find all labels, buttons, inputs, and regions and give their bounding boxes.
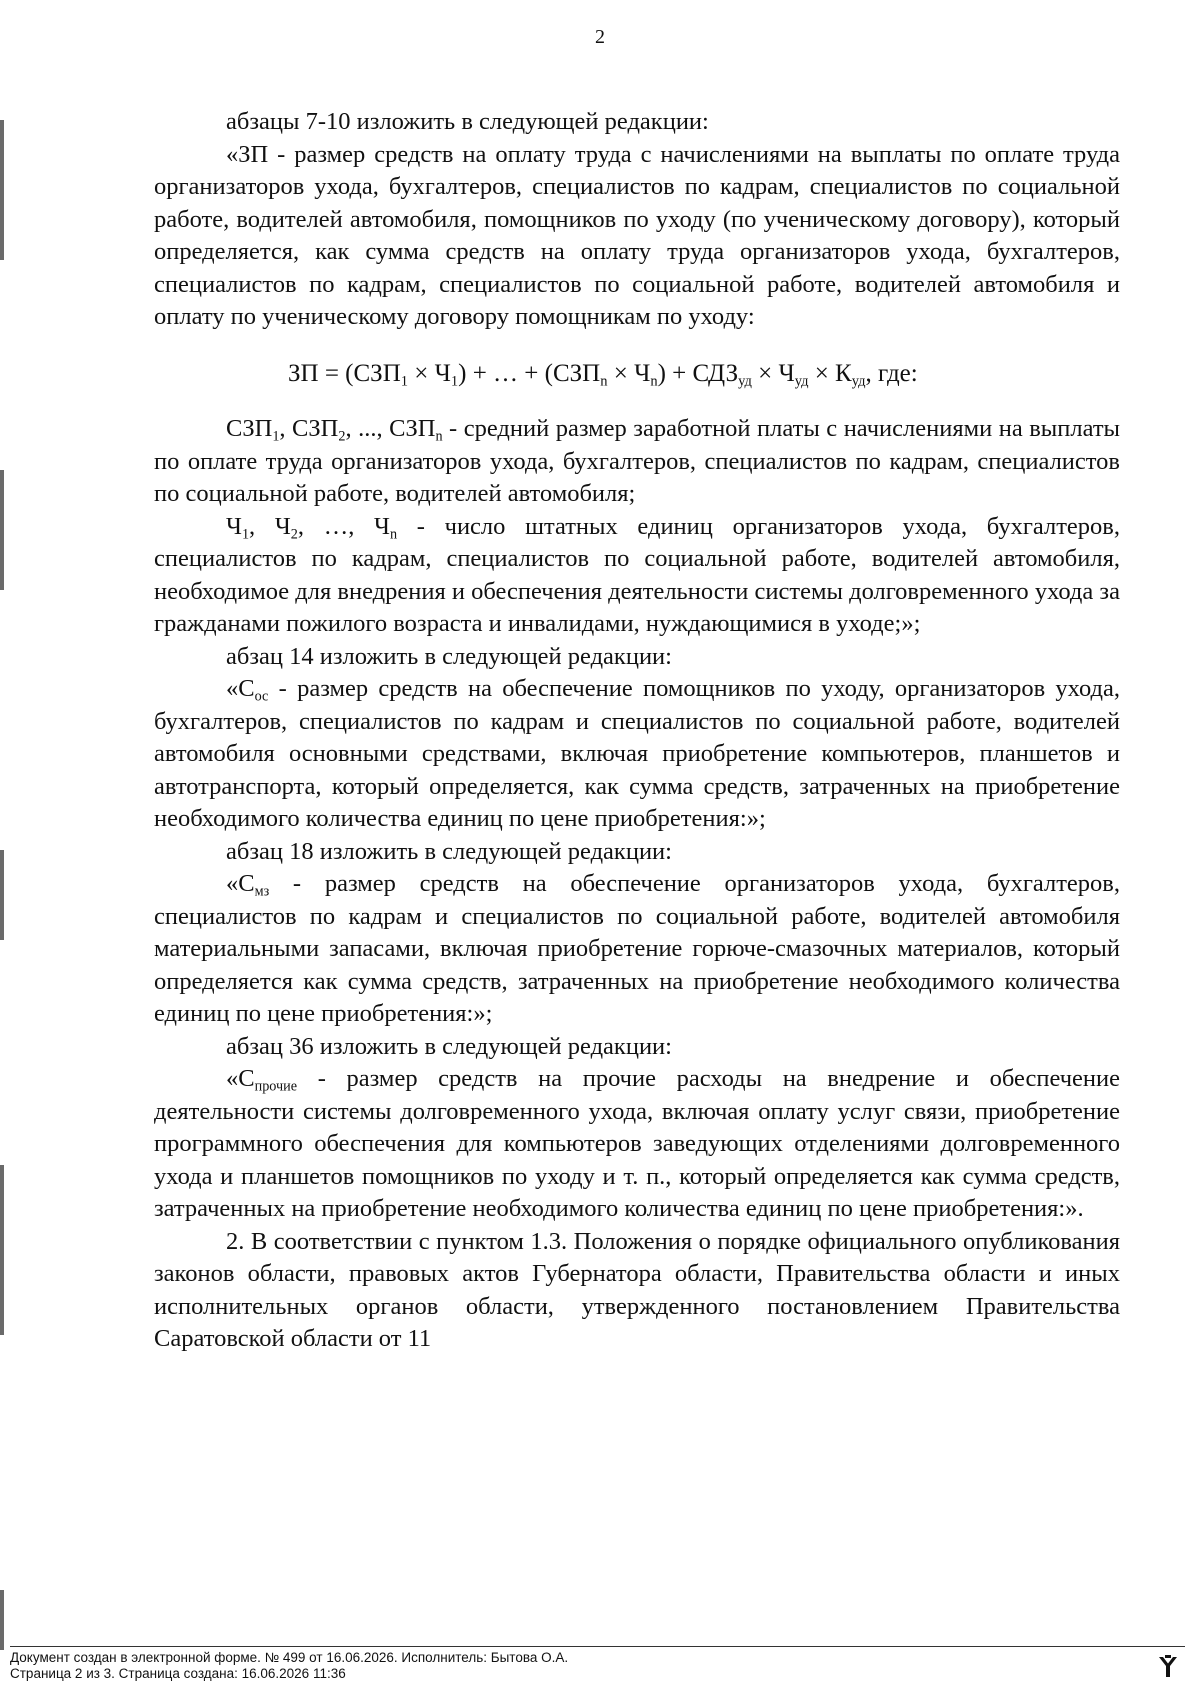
paragraph-cprochie-definition: «$С_{прочие}$ - размер средств на прочие расходы на внедрение и обеспечение деятельности системы долговременного ухода, включая оплату услуг связи, приобретение программного обеспечения для компьютеров заведующих отделениями долговременного ухода и планшетов помощников по уходу и т. п., который определяется как сумма средств, затраченных на приобретение необходимого количества единиц по цене приобретения:». (154, 1065, 1120, 1222)
paragraph-intro-36: абзац 36 изложить в следующей редакции: (226, 1032, 672, 1060)
scan-edge-mark (0, 850, 4, 940)
formula-zp: ЗП = $(СЗП_1 \times Ч_1)$ + … + $(СЗП_n \times Ч_n) + СДЗ_{уд} \times Ч_{уд} \times К_{уд}$, где: (288, 359, 918, 389)
paragraph-cos-definition: «$С_{ос}$ - размер средств на обеспечение помощников по уходу, организаторов ухода, бухгалтеров, специалистов по кадрам и специалистов по социальной работе, водителей автомобиля основными средствами, включая приобретение компьютеров, планшетов и автотранспорта, который определяется, как сумма средств, затраченных на приобретение необходимого количества единиц по цене приобретения:»; (154, 675, 1120, 832)
paragraph-szp-definition: $СЗП_1$, $СЗП_2$, ..., $СЗП_n$ - средний размер заработной платы с начислениями на выплаты по оплате труда организаторов ухода, бухгалтеров, специалистов по кадрам, специалистов по социальной работе, водителей автомобиля; (154, 415, 1120, 507)
paragraph-intro-7-10: абзацы 7-10 изложить в следующей редакции: (226, 108, 709, 135)
scan-edge-mark (0, 470, 4, 590)
emblem-icon (1157, 1655, 1179, 1683)
scan-edge-mark (0, 1590, 4, 1650)
scan-edge-mark (0, 1165, 4, 1335)
paragraph-ch-definition: $Ч_1$, $Ч_2$, …, $Ч_n$ - число штатных единиц организаторов ухода, бухгалтеров, специалистов по кадрам, специалистов по социальной работе, водителей автомобиля, необходимое для внедрения и обеспечения деятельности системы долговременного ухода за гражданами пожилого возраста и инвалидами, нуждающимися в уходе;»; (154, 512, 1120, 637)
paragraph-item-2: 2. В соответствии с пунктом 1.3. Положения о порядке официального опубликования законов области, правовых актов Губернатора области, Правительства области и иных исполнительных органов области, утвержденного постановлением Правительства Саратовской области от 11 (154, 1227, 1120, 1352)
paragraph-intro-14: абзац 14 изложить в следующей редакции: (226, 642, 672, 670)
paragraph-zp-definition: «ЗП - размер средств на оплату труда с начислениями на выплаты по оплате труда организаторов ухода, бухгалтеров, специалистов по кадрам, специалистов по социальной работе, водителей автомобиля, помощников по уходу (по ученическому договору), который определяется, как сумма средств на оплату труда организаторов ухода, бухгалтеров, специалистов по кадрам, специалистов по социальной работе, водителей автомобиля и оплату по ученическому договору помощникам по уходу: (154, 140, 1120, 330)
document-body (154, 106, 1120, 1356)
page-number: 2 (595, 26, 605, 48)
footer-document-info: Документ создан в электронной форме. № 499 от 16.06.2026. Исполнитель: Бытова О.А. (10, 1650, 569, 1665)
scan-edge-mark (0, 120, 4, 260)
footer-page-info: Страница 2 из 3. Страница создана: 16.06.2026 11:36 (10, 1666, 346, 1681)
paragraph-intro-18: абзац 18 изложить в следующей редакции: (226, 837, 672, 865)
electronic-document-footer (10, 1646, 1185, 1681)
paragraph-cmz-definition: «$С_{мз}$ - размер средств на обеспечение организаторов ухода, бухгалтеров, специалистов по кадрам и специалистов по социальной работе, водителей автомобиля материальными запасами, включая приобретение горюче-смазочных материалов, который определяется как сумма средств, затраченных на приобретение необходимого количества единиц по цене приобретения:»; (154, 870, 1120, 1027)
